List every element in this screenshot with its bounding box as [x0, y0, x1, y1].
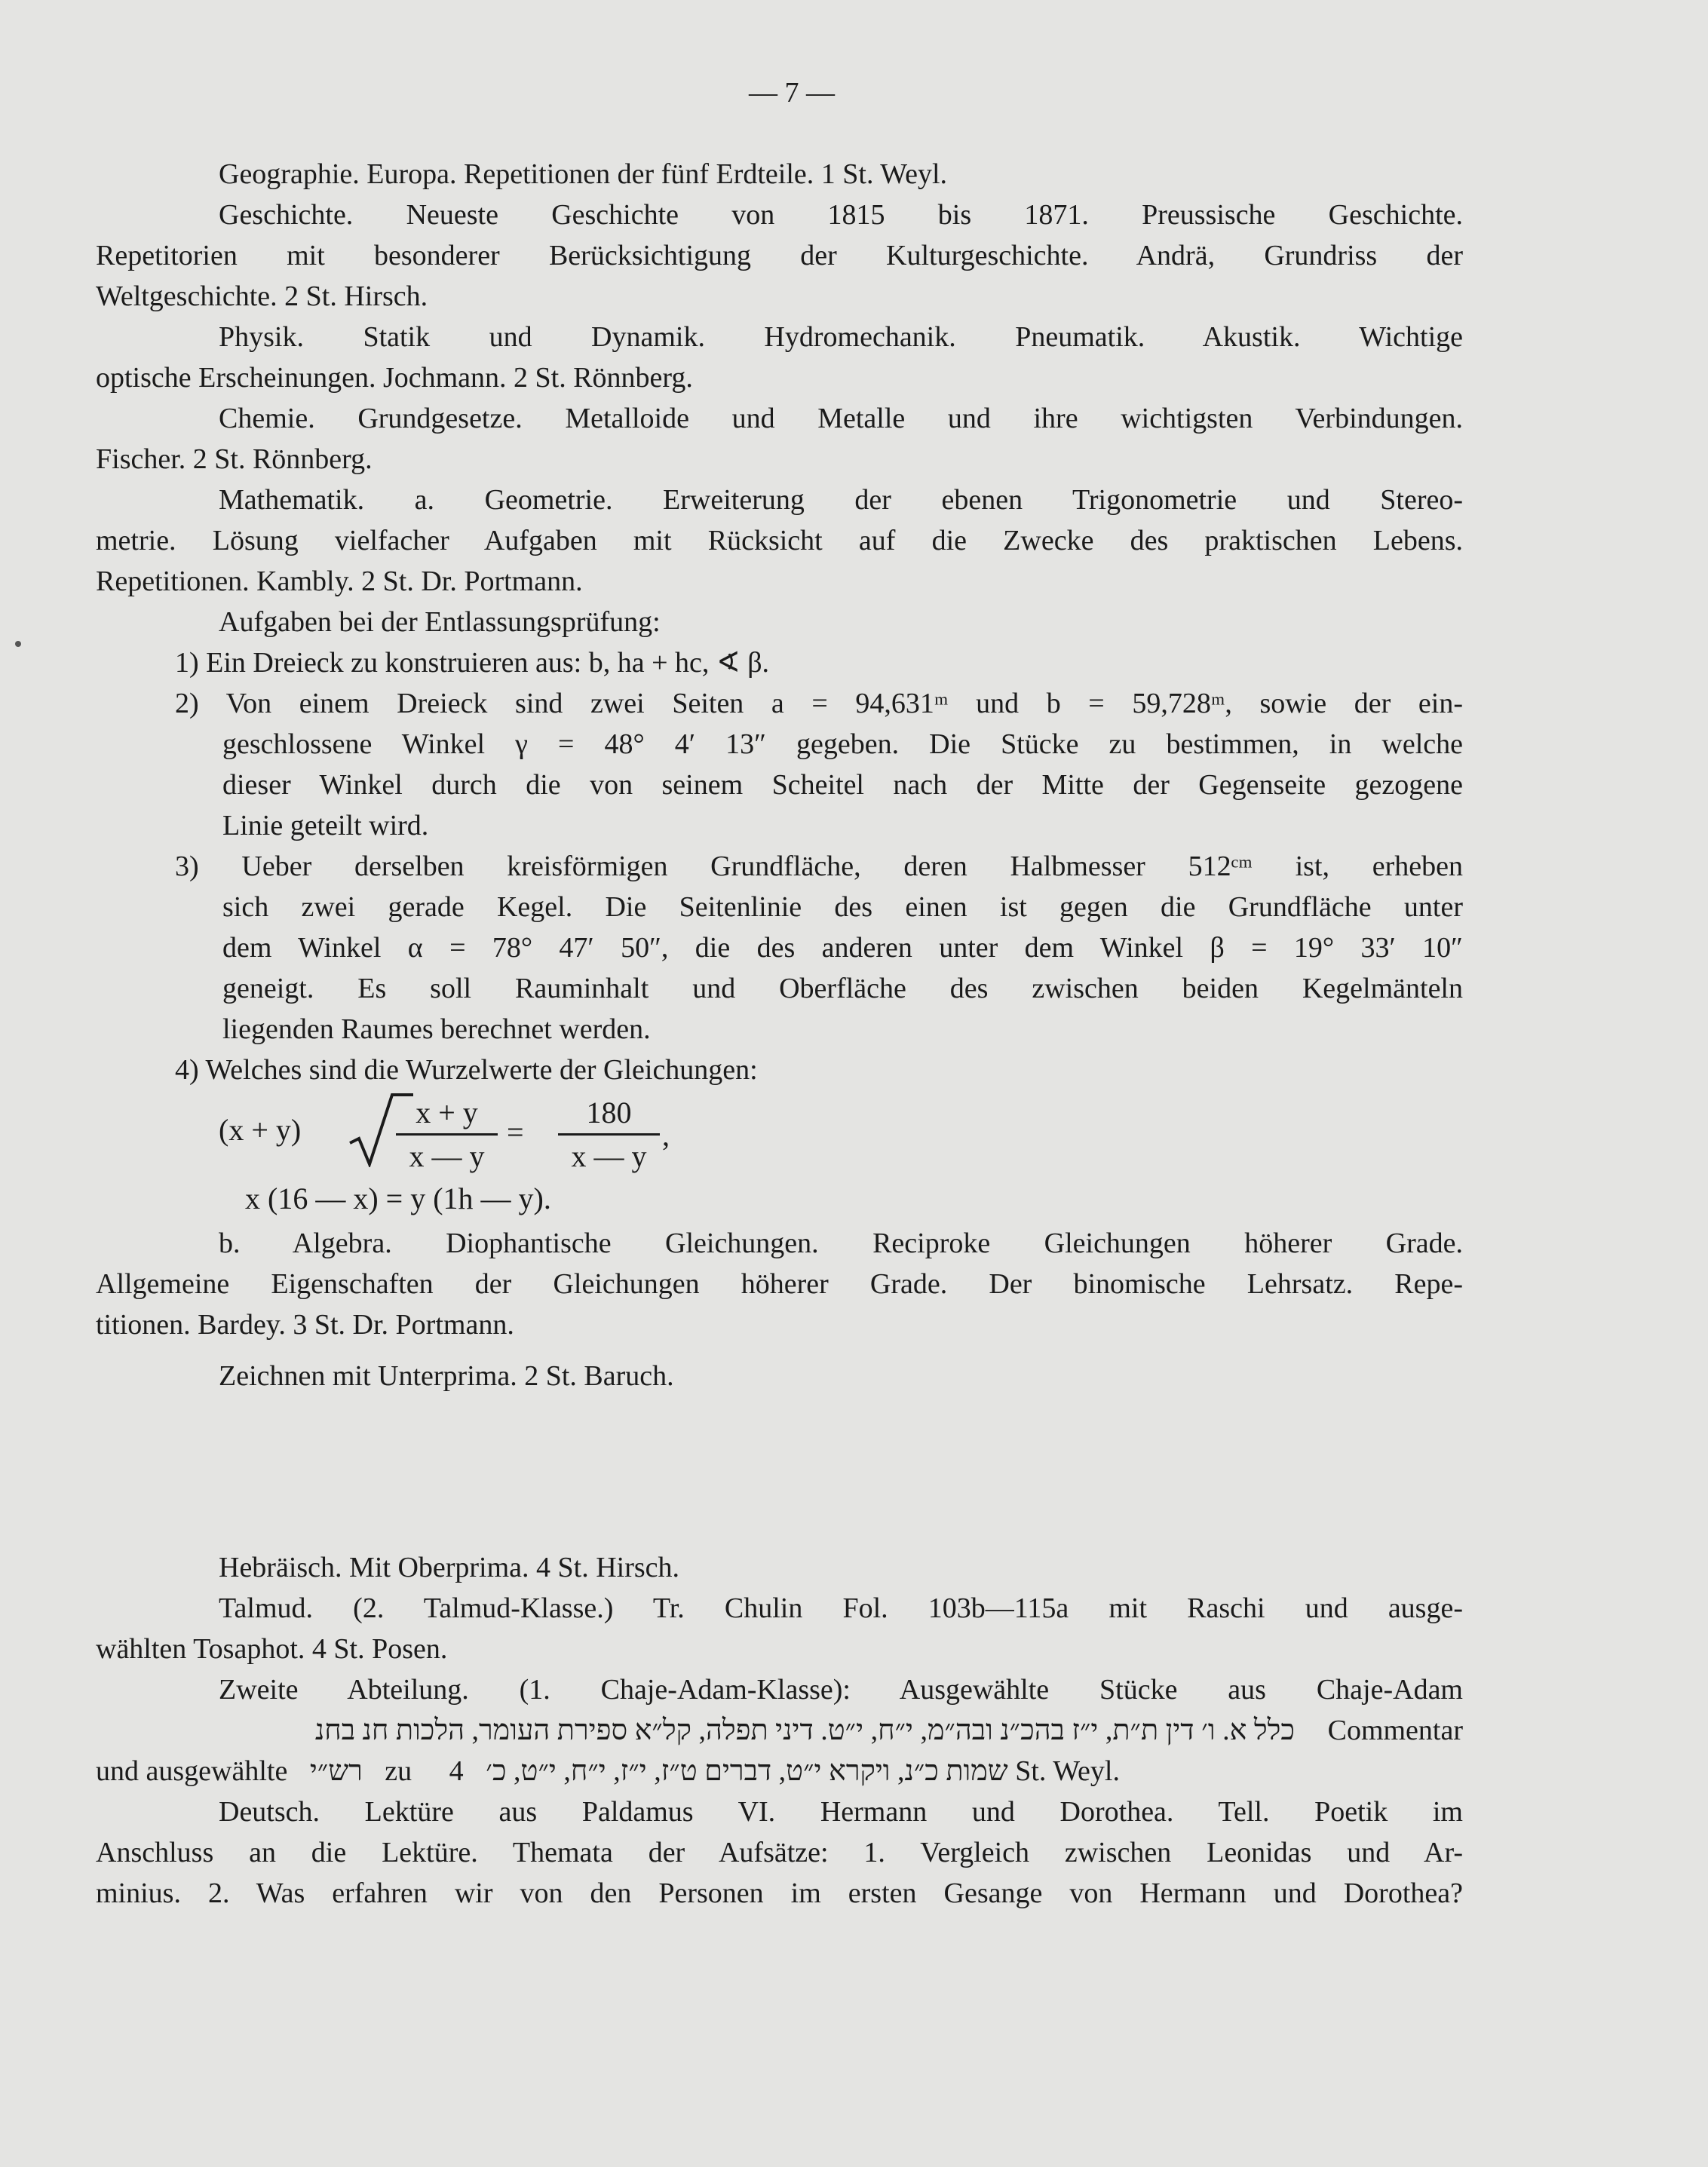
task-1: 1) Ein Dreieck zu konstruieren aus: b, ha + hc, ∢ β. [175, 647, 770, 679]
eq1-denominator-2: x — y [571, 1139, 647, 1173]
line-mathematik: Mathematik. a. Geometrie. Erweiterung der ebenen Trigonometrie und Stereo- [219, 484, 1463, 516]
line-tosaphot: wählten Tosaphot. 4 St. Posen. [96, 1633, 448, 1665]
eq1-numerator-2: 180 [586, 1096, 632, 1129]
margin-dot [15, 641, 21, 647]
eq1-denominator-1: x — y [409, 1139, 485, 1173]
line-repetitorien: Repetitorien mit besonderer Berücksichtigung der Kulturgeschichte. Andrä, Grundriss der [96, 240, 1463, 271]
zu-text: zu [385, 1755, 412, 1787]
line-allgemeine: Allgemeine Eigenschaften der Gleichungen höherer Grade. Der binomische Lehrsatz. Repe- [96, 1268, 1463, 1300]
task-3-line-4: geneigt. Es soll Rauminhalt und Oberfläche des zwischen beiden Kegelmänteln [222, 973, 1463, 1004]
line-titionen: titionen. Bardey. 3 St. Dr. Portmann. [96, 1309, 514, 1341]
line-weltgeschichte: Weltgeschichte. 2 St. Hirsch. [96, 280, 428, 312]
task-3-line-3: dem Winkel α = 78° 47′ 50″, die des anderen unter dem Winkel β = 19° 33′ 10″ [222, 932, 1463, 964]
line-anschluss: Anschluss an die Lektüre. Themata der Aufsätze: 1. Vergleich zwischen Leonidas und Ar- [96, 1837, 1463, 1868]
line-fischer: Fischer. 2 St. Rönnberg. [96, 443, 373, 475]
fraction-bar-1 [396, 1133, 498, 1136]
page-number: — 7 — [749, 77, 835, 109]
line-hebrew-2 [96, 1754, 1463, 1788]
line-chemie: Chemie. Grundgesetze. Metalloide und Metalle und ihre wichtigsten Verbindungen. [219, 403, 1463, 434]
und-ausgewaehlte: und ausgewählte [96, 1755, 288, 1787]
task-3-line-2: sich zwei gerade Kegel. Die Seitenlinie des einen ist gegen die Grundfläche unter [222, 891, 1463, 923]
eq1-numerator-1: x + y [416, 1096, 478, 1129]
hebrew-text-1: כלל א. ו׳ דין ת״ת, י״ז בהכ״נ ובה״מ, י״ח, י״ט. דיני תפלה, קל״א ספירת העומר, הלכות חנ בחנ [314, 1715, 1295, 1746]
task-3-line-5: liegenden Raumes berechnet werden. [222, 1013, 651, 1045]
line-talmud: Talmud. (2. Talmud-Klasse.) Tr. Chulin Fol. 103b—115a mit Raschi und ausge- [219, 1592, 1463, 1624]
line-aufgaben: Aufgaben bei der Entlassungsprüfung: [219, 606, 661, 638]
line-geschichte: Geschichte. Neueste Geschichte von 1815 bis 1871. Preussische Geschichte. [219, 199, 1463, 231]
task-3-line-1: 3) Ueber derselben kreisförmigen Grundfläche, deren Halbmesser 512ᶜᵐ ist, erheben [175, 851, 1463, 882]
task-2-line-4: Linie geteilt wird. [222, 810, 429, 841]
task-2-line-1: 2) Von einem Dreieck sind zwei Seiten a = 94,631ᵐ und b = 59,728ᵐ, sowie der ein- [175, 688, 1463, 719]
line-zeichnen: Zeichnen mit Unterprima. 2 St. Baruch. [219, 1360, 674, 1392]
line-hebraeisch: Hebräisch. Mit Oberprima. 4 St. Hirsch. [219, 1552, 680, 1583]
hebrew-text-2: שמות כ״נ, ויקרא י״ט, דברים ט״ז, י״ז, י״ח, י״ט, כ׳ [486, 1755, 1008, 1787]
line-algebra: b. Algebra. Diophantische Gleichungen. Reciproke Gleichungen höherer Grade. [219, 1228, 1463, 1259]
eq1-left: (x + y) [219, 1113, 302, 1147]
eq1-comma: , [662, 1118, 670, 1152]
eq1-equals: = [507, 1115, 524, 1149]
hebrew-rashi: רש״י [309, 1755, 363, 1787]
equation-2: x (16 — x) = y (1h — y). [245, 1182, 551, 1215]
line-optische: optische Erscheinungen. Jochmann. 2 St. Rönnberg. [96, 362, 693, 394]
weyl-hours: 4 St. Weyl. [449, 1755, 1120, 1787]
line-hebrew-1 [96, 1713, 1295, 1748]
line-metrie: metrie. Lösung vielfacher Aufgaben mit Rücksicht auf die Zwecke des praktischen Lebens. [96, 525, 1463, 556]
task-4-line-1: 4) Welches sind die Wurzelwerte der Gleichungen: [175, 1054, 758, 1086]
fraction-bar-2 [558, 1133, 660, 1136]
line-commentar: Commentar [1327, 1715, 1463, 1746]
line-minius: minius. 2. Was erfahren wir von den Personen im ersten Gesange von Hermann und Dorothea? [96, 1877, 1463, 1909]
line-geographie: Geographie. Europa. Repetitionen der fünf Erdteile. 1 St. Weyl. [219, 158, 948, 190]
task-2-line-3: dieser Winkel durch die von seinem Scheitel nach der Mitte der Gegenseite gezogene [222, 769, 1463, 801]
line-zweite-abteilung: Zweite Abteilung. (1. Chaje-Adam-Klasse): Ausgewählte Stücke aus Chaje-Adam [219, 1674, 1463, 1706]
line-deutsch: Deutsch. Lektüre aus Paldamus VI. Hermann und Dorothea. Tell. Poetik im [219, 1796, 1463, 1828]
task-2-line-2: geschlossene Winkel γ = 48° 4′ 13″ gegeben. Die Stücke zu bestimmen, in welche [222, 728, 1463, 760]
line-repetitionen: Repetitionen. Kambly. 2 St. Dr. Portmann. [96, 566, 583, 597]
line-physik: Physik. Statik und Dynamik. Hydromechanik. Pneumatik. Akustik. Wichtige [219, 321, 1463, 353]
